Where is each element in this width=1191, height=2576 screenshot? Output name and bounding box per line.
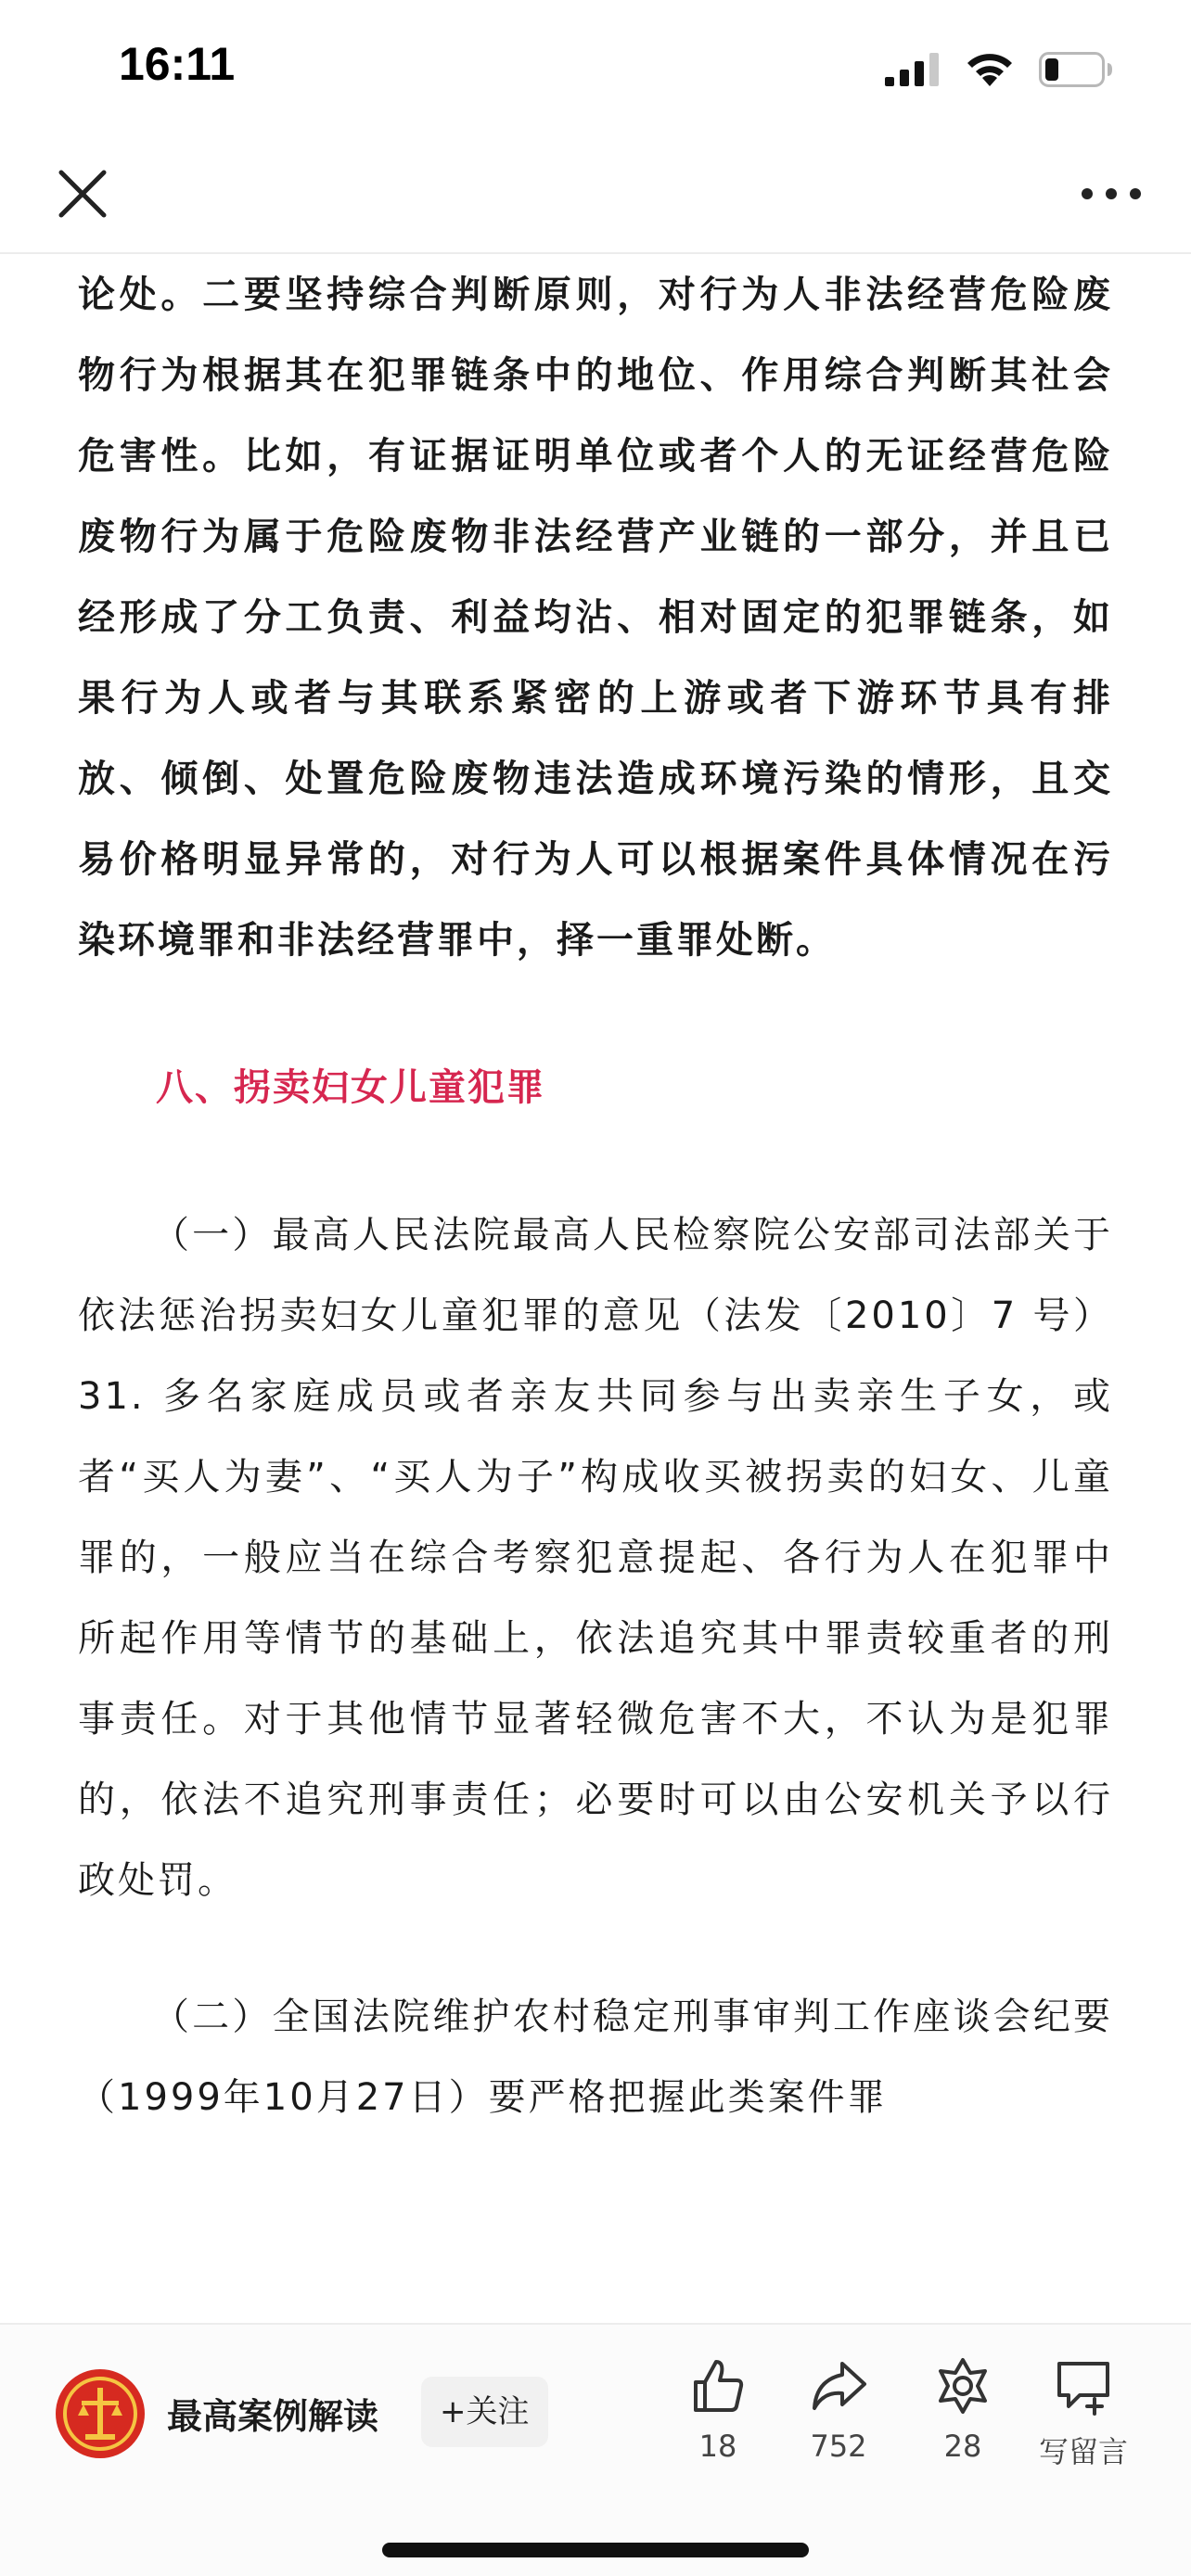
like-button[interactable] <box>662 2356 774 2464</box>
wifi-icon <box>965 51 1015 88</box>
more-icon[interactable] <box>1074 171 1148 217</box>
nav-bar <box>0 139 1191 254</box>
thumbs-up-icon <box>688 2356 748 2416</box>
avatar[interactable] <box>56 2369 145 2458</box>
status-icons <box>885 46 1113 93</box>
star-icon <box>933 2356 992 2416</box>
article-paragraph: （二）全国法院维护农村稳定刑事审判工作座谈会纪要（1999年10月27日）要严格把握此类案件罪 <box>78 1996 1113 2119</box>
status-bar <box>0 0 1191 139</box>
account-name[interactable]: 最高案例解读 <box>167 2396 379 2437</box>
article-body <box>78 255 1113 2323</box>
court-emblem-icon <box>56 2369 145 2458</box>
battery-icon <box>1039 52 1113 87</box>
status-time: 16:11 <box>119 38 236 90</box>
share-button[interactable] <box>783 2356 894 2464</box>
comment-button[interactable] <box>1028 2356 1139 2471</box>
favorite-count: 28 <box>943 2429 982 2464</box>
article-paragraph: 论处。二要坚持综合判断原则，对行为人非法经营危险废物行为根据其在犯罪链条中的地位、作用综合判断其社会危害性。比如，有证据证明单位或者个人的无证经营危险废物行为属于危险废物非法经营产业链的一部分，并且已经形成了分工负责、利益均沾、相对固定的犯罪链条，如果行为人或者与其联系紧密的上游或者下游环节具有排放、倾倒、处置危险废物违法造成环境污染的情形，且交易价格明显异常的，对行为人可以根据案件具体情况在污染环境罪和非法经营罪中，择一重罪处断。 <box>78 274 1113 962</box>
follow-button[interactable]: +关注 <box>421 2377 548 2447</box>
share-count: 752 <box>810 2429 867 2464</box>
close-icon[interactable] <box>52 163 113 224</box>
share-icon <box>809 2356 868 2416</box>
home-indicator[interactable] <box>382 2543 809 2557</box>
comment-label: 写留言 <box>1038 2434 1128 2469</box>
bottom-action-bar <box>0 2323 1191 2576</box>
comment-add-icon <box>1054 2356 1113 2416</box>
like-count: 18 <box>698 2429 737 2464</box>
favorite-button[interactable] <box>907 2356 1018 2464</box>
section-heading: 八、拐卖妇女儿童犯罪 <box>156 1066 545 1109</box>
article-paragraph: （一）最高人民法院最高人民检察院公安部司法部关于依法惩治拐卖妇女儿童犯罪的意见（法发〔2010〕7 号）31. 多名家庭成员或者亲友共同参与出卖亲生子女，或者“买人为妻”、“买人为子”构成收买被拐卖的妇女、儿童罪的，一般应当在综合考察犯意提起、各行为人在犯罪中所起作用等情节的基础上，依法追究其中罪责较重者的刑事责任。对于其他情节显著轻微危害不大，不认为是犯罪的，依法不追究刑事责任；必要时可以由公安机关予以行政处罚。 <box>78 1214 1113 1902</box>
cellular-signal-icon <box>885 53 941 86</box>
